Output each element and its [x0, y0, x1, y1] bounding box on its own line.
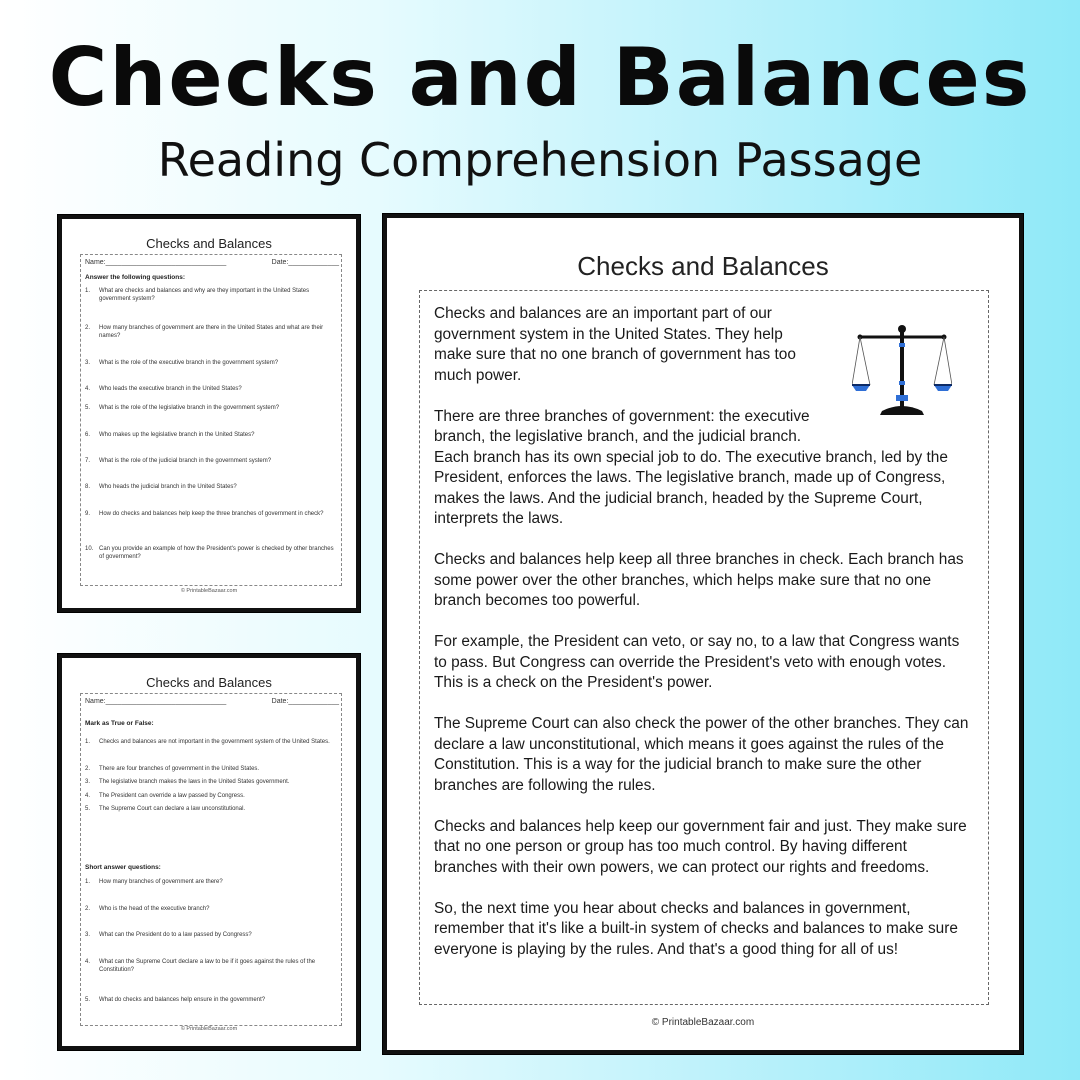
question-text: What is the role of the executive branch in the government system? — [99, 360, 279, 366]
paragraph-6: Checks and balances help keep our government fair and just. They make sure that no one person or group has too much control. By having different branches with their own powers, we can protect our rights and freedoms. — [434, 817, 967, 876]
question-number: 5. — [85, 997, 91, 1003]
question-number: 5. — [85, 806, 91, 812]
question-number: 1. — [85, 288, 91, 294]
question-item — [85, 431, 337, 439]
name-field: Name:_______________________________ — [85, 698, 227, 705]
worksheet-true-false — [58, 654, 360, 1050]
question-item — [85, 792, 337, 800]
question-text: What do checks and balances help ensure in the government? — [99, 997, 266, 1003]
section-heading-short-answer: Short answer questions: — [85, 864, 161, 871]
paragraph-2-rest: Each branch has its own special job to do. The executive branch, led by the President, enforces the laws. The legislative branch, made up of Congress, makes the laws. And the judicial branch, headed by the Supreme Court, interprets the laws. — [434, 448, 948, 527]
question-text: Who heads the judicial branch in the United States? — [99, 484, 237, 490]
question-number: 8. — [85, 484, 91, 490]
question-item — [85, 878, 337, 886]
passage-page — [383, 214, 1023, 1054]
question-number: 2. — [85, 906, 91, 912]
question-number: 7. — [85, 458, 91, 464]
question-item — [85, 385, 337, 393]
question-number: 5. — [85, 405, 91, 411]
question-number: 4. — [85, 793, 91, 799]
question-number: 2. — [85, 325, 91, 331]
question-text: Who makes up the legislative branch in the United States? — [99, 432, 255, 438]
question-number: 9. — [85, 511, 91, 517]
question-text: What are checks and balances and why are they important in the United States government system? — [99, 288, 310, 302]
passage-footer: © PrintableBazaar.com — [651, 1017, 755, 1028]
paragraph-1: Checks and balances are an important part of our government system in the United States. They help make sure that no one branch of government has too much power. — [434, 305, 796, 384]
question-number: 1. — [85, 739, 91, 745]
question-item — [85, 765, 337, 773]
paragraph-2 — [434, 407, 974, 530]
question-text: How many branches of government are there in the United States and what are their names? — [99, 325, 324, 339]
question-item — [85, 931, 337, 939]
question-text: The legislative branch makes the laws in the United States government. — [99, 779, 290, 785]
question-number: 2. — [85, 766, 91, 772]
question-number: 4. — [85, 386, 91, 392]
paragraph-7: So, the next time you hear about checks and balances in government, remember that it's like a built-in system of checks and balances to make sure everyone is playing by the rules. And that's a good thing for all of us! — [434, 899, 958, 958]
question-item — [85, 404, 337, 412]
question-number: 1. — [85, 879, 91, 885]
question-text: What can the President do to a law passed by Congress? — [99, 932, 252, 938]
question-item — [85, 359, 337, 367]
date-field: Date:_____________ — [271, 698, 339, 705]
question-text: The Supreme Court can declare a law unconstitutional. — [99, 806, 246, 812]
question-number: 10. — [85, 546, 94, 552]
question-item — [85, 545, 337, 561]
question-number: 3. — [85, 360, 91, 366]
question-item — [85, 958, 337, 974]
question-number: 6. — [85, 432, 91, 438]
worksheet-footer: © PrintableBazaar.com — [180, 588, 238, 594]
date-field: Date:_____________ — [271, 259, 339, 266]
worksheet-content-box — [80, 254, 342, 586]
question-text: The President can override a law passed by Congress. — [99, 793, 245, 799]
section-heading: Answer the following questions: — [85, 274, 186, 281]
question-text: Checks and balances are not important in the government system of the United States. — [99, 739, 330, 745]
question-number: 3. — [85, 779, 91, 785]
paragraph-3: Checks and balances help keep all three branches in check. Each branch has some power over the other branches, which helps make sure that no one branch becomes too powerful. — [434, 551, 964, 609]
name-date-row — [85, 698, 339, 705]
question-text: There are four branches of government in the United States. — [99, 766, 260, 772]
name-field: Name:_______________________________ — [85, 259, 227, 266]
name-date-row — [85, 259, 339, 266]
question-item — [85, 905, 337, 913]
passage-content-box — [419, 290, 989, 1005]
paragraph-4: For example, the President can veto, or say no, to a law that Congress wants to pass. But Congress can override the President's veto with enough votes. This is a check on the President's power. — [434, 633, 960, 691]
paragraph-5: The Supreme Court can also check the power of the other branches. They can declare a law unconstitutional, which means it goes against the rules of the Constitution. This is a way for the judicial branch to make sure the other branches are following the rules. — [434, 715, 969, 794]
question-item — [85, 324, 337, 340]
worksheet-content-box — [80, 693, 342, 1026]
question-item — [85, 778, 337, 786]
worksheet-title: Checks and Balances — [146, 675, 272, 690]
question-item — [85, 738, 337, 746]
question-text: Who leads the executive branch in the United States? — [99, 386, 242, 392]
question-text: How many branches of government are there? — [99, 879, 223, 885]
question-text: What can the Supreme Court declare a law to be if it goes against the rules of the Constitution? — [99, 959, 316, 973]
question-item — [85, 483, 337, 491]
question-item — [85, 805, 337, 813]
question-item — [85, 996, 337, 1004]
question-item — [85, 510, 337, 518]
paragraph-2-lead: There are three branches of government: the executive branch, the legislative branch, and the judicial branch. — [434, 407, 810, 445]
question-number: 4. — [85, 959, 91, 965]
question-text: Who is the head of the executive branch? — [99, 906, 210, 912]
worksheet-footer: © PrintableBazaar.com — [180, 1026, 238, 1032]
worksheet-title: Checks and Balances — [146, 236, 272, 251]
question-text: What is the role of the legislative branch in the government system? — [99, 405, 280, 411]
question-text: Can you provide an example of how the President's power is checked by other branches of government? — [99, 546, 334, 560]
passage-text — [434, 304, 974, 981]
worksheet-questions — [58, 215, 360, 612]
question-text: What is the role of the judicial branch in the government system? — [99, 458, 272, 464]
question-text: How do checks and balances help keep the three branches of government in check? — [99, 511, 324, 517]
question-item — [85, 457, 337, 465]
sub-title: Reading Comprehension Passage — [157, 133, 923, 187]
question-item — [85, 287, 337, 303]
main-title: Checks and Balances — [48, 31, 1032, 124]
passage-title: Checks and Balances — [577, 251, 829, 281]
section-heading-true-false: Mark as True or False: — [85, 720, 154, 727]
question-number: 3. — [85, 932, 91, 938]
